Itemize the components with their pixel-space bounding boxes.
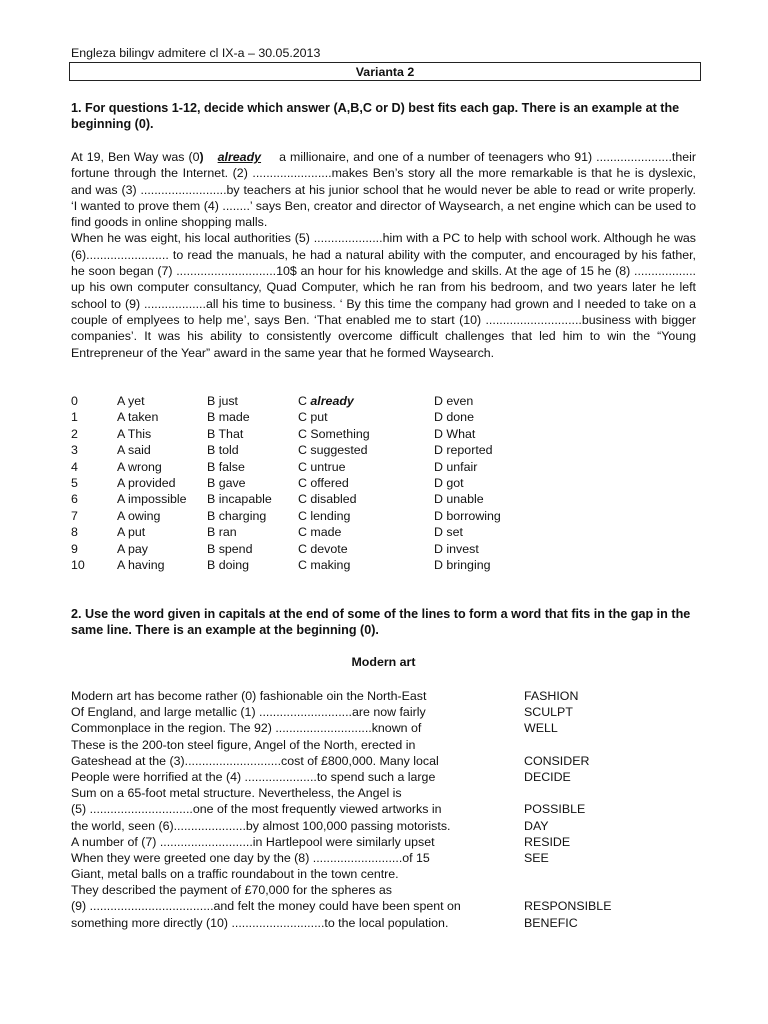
option-a: A owing xyxy=(117,508,161,523)
option-row xyxy=(71,459,554,475)
option-b: B made xyxy=(207,410,250,425)
section1-instructions: 1. For questions 1-12, decide which answer (A,B,C or D) best fits each gap. There is an example at the beginning (0). xyxy=(71,101,680,131)
option-b: B gave xyxy=(207,476,246,491)
option-row xyxy=(71,475,554,491)
line-text: Of England, and large metallic (1) ...........................are now fairly xyxy=(71,705,426,720)
word-formation-lines xyxy=(71,688,696,931)
line-text: When they were greeted one day by the (8) ..........................of 15 xyxy=(71,850,430,865)
option-c: C untrue xyxy=(298,459,346,474)
line-text: (9) ....................................and felt the money could have been spent on xyxy=(71,899,461,914)
section1-passage xyxy=(71,149,696,361)
line-text: A number of (7) ...........................in Hartlepool were similarly upset xyxy=(71,834,435,849)
option-c-prefix: C xyxy=(298,394,311,408)
option-row xyxy=(71,524,554,540)
option-b: B That xyxy=(207,426,244,441)
text-line xyxy=(71,801,696,817)
option-b: B spend xyxy=(207,541,253,556)
option-b: B false xyxy=(207,459,245,474)
option-a: A said xyxy=(117,443,151,458)
text-title: Modern art xyxy=(351,655,416,669)
question-number: 10 xyxy=(71,558,85,573)
question-number: 5 xyxy=(71,476,78,491)
option-b: B told xyxy=(207,443,239,458)
option-b: B doing xyxy=(207,558,250,573)
question-number: 1 xyxy=(71,410,78,425)
capital-word: FASHION xyxy=(524,689,579,703)
capital-word: BENEFIC xyxy=(524,915,578,930)
text-line xyxy=(71,769,696,785)
line-text: People were horrified at the (4) .....................to spend such a large xyxy=(71,769,436,784)
option-d: D even xyxy=(434,394,474,408)
option-d: D invest xyxy=(434,541,479,556)
capital-word: RESPONSIBLE xyxy=(524,899,612,914)
line-text: These is the 200-ton steel figure, Angel of the North, erected in xyxy=(71,737,416,752)
capital-word: POSSIBLE xyxy=(524,802,586,817)
option-c: C making xyxy=(298,558,351,573)
capital-word: CONSIDER xyxy=(524,753,590,768)
option-a: A wrong xyxy=(117,459,162,474)
question-number: 8 xyxy=(71,525,78,540)
option-c: C devote xyxy=(298,541,348,556)
option-d: D What xyxy=(434,426,476,441)
capital-word: RESIDE xyxy=(524,834,571,849)
text-line xyxy=(71,753,696,769)
option-d: D done xyxy=(434,410,474,425)
capital-word: DAY xyxy=(524,818,549,833)
text-line xyxy=(71,688,696,704)
option-c: C suggested xyxy=(298,443,368,458)
line-text: something more directly (10) ...........................to the local population. xyxy=(71,915,449,930)
option-row xyxy=(71,508,554,524)
section2-instructions: 2. Use the word given in capitals at the end of some of the lines to form a word that fits in the gap in the same line. There is an example at the beginning (0). xyxy=(71,607,691,637)
option-c: C made xyxy=(298,525,342,540)
option-a: A taken xyxy=(117,410,159,425)
text-line xyxy=(71,915,696,931)
option-d: D got xyxy=(434,476,464,491)
option-row xyxy=(71,393,554,409)
question-number: 0 xyxy=(71,394,78,408)
option-c: C put xyxy=(298,410,328,425)
line-text: Sum on a 65-foot metal structure. Nevertheless, the Angel is xyxy=(71,786,402,801)
option-c: C disabled xyxy=(298,492,357,507)
option-d: D set xyxy=(434,525,463,540)
option-a: A put xyxy=(117,525,146,540)
capital-word: SCULPT xyxy=(524,705,573,720)
variant-title-box xyxy=(69,62,701,81)
option-row xyxy=(71,442,554,458)
exam-header-line: Engleza bilingv admitere cl IX-a – 30.05.2013 xyxy=(71,46,321,60)
options-table xyxy=(71,393,554,573)
option-row xyxy=(71,426,554,442)
option-row xyxy=(71,557,554,573)
question-number: 4 xyxy=(71,459,78,474)
capital-word: WELL xyxy=(524,721,558,736)
option-c: C Something xyxy=(298,426,370,441)
option-d: D borrowing xyxy=(434,508,501,523)
line-text: Giant, metal balls on a traffic roundabout in the town centre. xyxy=(71,867,399,882)
option-row xyxy=(71,409,554,425)
option-a: A impossible xyxy=(117,492,187,507)
option-b: B charging xyxy=(207,508,267,523)
text-line xyxy=(71,704,696,720)
question-number: 9 xyxy=(71,541,78,556)
line-text: the world, seen (6).....................by almost 100,000 passing motorists. xyxy=(71,818,451,833)
line-text: Modern art has become rather (0) fashionable oin the North-East xyxy=(71,689,427,703)
question-number: 2 xyxy=(71,426,78,441)
option-d: D bringing xyxy=(434,558,491,573)
option-a: A This xyxy=(117,426,152,441)
passage-text: At 19, Ben Way was (0 xyxy=(71,150,200,164)
option-row xyxy=(71,491,554,507)
option-a: A having xyxy=(117,558,165,573)
option-c-example-answer: already xyxy=(310,394,354,408)
passage-text: a millionaire, and one of a number of teenagers who 91) ......................their fortune through the Internet. (2) .......................makes Ben’s story all the more remarkable is that he is dyslexic, and was (3) .........................by teachers at his junior school that he would never be able to read or write properly. ‘I wanted to prove them (4) ........’ says Ben, creator and director of Waysearch, a net engine which can be used to find goods in online shopping malls. xyxy=(71,150,696,230)
text-line xyxy=(71,866,696,882)
example-paren: ) xyxy=(199,150,204,164)
question-number: 3 xyxy=(71,443,78,458)
text-line xyxy=(71,898,696,914)
capital-word: DECIDE xyxy=(524,769,571,784)
option-b: B ran xyxy=(207,525,237,540)
passage-paragraph-1 xyxy=(71,149,696,230)
option-c: C offered xyxy=(298,476,349,491)
line-text: Gateshead at the (3)............................cost of £800,000. Many local xyxy=(71,753,439,768)
text-line xyxy=(71,850,696,866)
option-b: B just xyxy=(207,394,238,408)
text-line xyxy=(71,834,696,850)
option-row xyxy=(71,541,554,557)
option-d: D reported xyxy=(434,443,493,458)
example-answer: already xyxy=(217,150,262,164)
text-line xyxy=(71,720,696,736)
text-line xyxy=(71,882,696,898)
line-text: (5) ..............................one of the most frequently viewed artworks in xyxy=(71,802,442,817)
text-line xyxy=(71,785,696,801)
option-a: A yet xyxy=(117,394,145,408)
option-c: C lending xyxy=(298,508,351,523)
option-d: D unfair xyxy=(434,459,478,474)
option-b: B incapable xyxy=(207,492,272,507)
line-text: Commonplace in the region. The 92) ............................known of xyxy=(71,721,422,736)
option-d: D unable xyxy=(434,492,484,507)
passage-paragraph-2: When he was eight, his local authorities (5) ....................him with a PC to help with school work. Although he was (6)........................ to read the manuals, he had a natural ability with the computer, and encouraged by his father, he soon began (7) .............................10$ an hour for his knowledge and skills. At the age of 15 he (8) .................. up his own computer consultancy, Quad Computer, which he ran from his bedroom, and two years later he left school to (9) ..................all his time to business. ‘ By this time the company had grown and I needed to take on a couple of emplyees to help me’, says Ben. ‘That enabled me to start (10) ............................business with bigger companies’. It was his ability to consistently overcome difficult challenges that led him to win the “Young Entrepreneur of the Year” award in the same year that he formed Waysearch. xyxy=(71,231,696,360)
question-number: 7 xyxy=(71,508,78,523)
option-a: A provided xyxy=(117,476,176,491)
text-line xyxy=(71,818,696,834)
variant-title: Varianta 2 xyxy=(355,65,415,79)
line-text: They described the payment of £70,000 for the spheres as xyxy=(71,883,392,898)
option-a: A pay xyxy=(117,541,149,556)
option-c xyxy=(298,393,434,409)
capital-word: SEE xyxy=(524,850,549,865)
question-number: 6 xyxy=(71,492,78,507)
text-line xyxy=(71,737,696,753)
